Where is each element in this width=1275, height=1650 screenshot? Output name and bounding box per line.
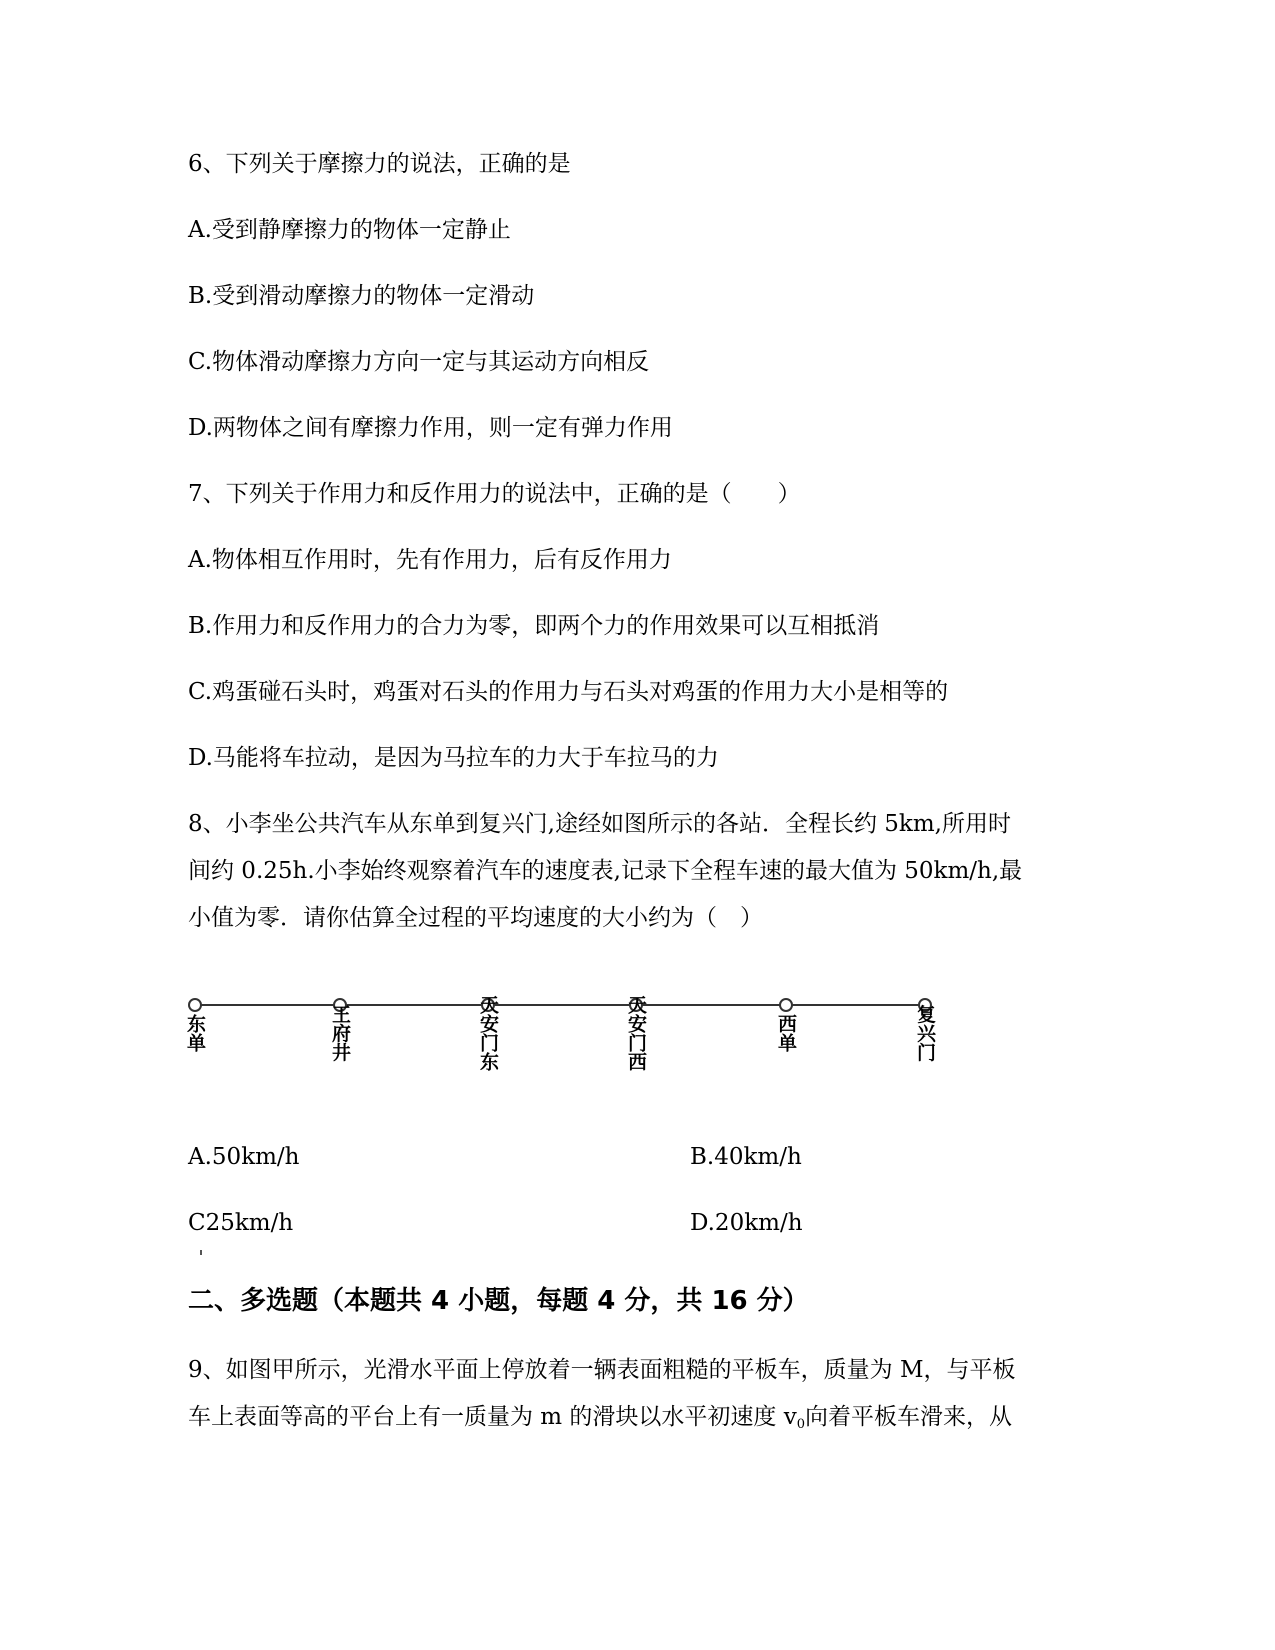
station-label: 西单 xyxy=(775,1014,797,1052)
station-label: 王府井 xyxy=(329,1004,351,1062)
station-wangfujing xyxy=(329,999,351,1062)
q6-option-d: D.两物体之间有摩擦力作用，则一定有弹力作用 xyxy=(188,415,673,441)
station-label: 复兴门 xyxy=(914,1004,936,1062)
q8-option-a: A.50km/h xyxy=(188,1144,300,1170)
q7-option-b: B.作用力和反作用力的合力为零，即两个力的作用效果可以互相抵消 xyxy=(188,613,880,639)
q9-line-2 xyxy=(188,1402,1012,1440)
q9-line-2-part-b: 向着平板车滑来，从 xyxy=(805,1404,1013,1430)
bus-route-diagram xyxy=(180,995,960,1115)
q8-option-b: B.40km/h xyxy=(690,1144,802,1170)
station-tiananmen-west xyxy=(625,995,647,1071)
station-fuxingmen xyxy=(914,999,936,1062)
station-tiananmen-east xyxy=(477,995,499,1071)
q8-stem-line-1: 8、小李坐公共汽车从东单到复兴门,途经如图所示的各站．全程长约 5km,所用时 xyxy=(188,811,1011,837)
station-label: 东单 xyxy=(184,1014,206,1052)
v0-subscript: 0 xyxy=(796,1417,806,1432)
q7-option-a: A.物体相互作用时，先有作用力，后有反作用力 xyxy=(188,547,672,573)
q7-option-c: C.鸡蛋碰石头时，鸡蛋对石头的作用力与石头对鸡蛋的作用力大小是相等的 xyxy=(188,679,949,705)
station-xidan xyxy=(775,999,797,1053)
q6-stem: 6、下列关于摩擦力的说法，正确的是 xyxy=(188,151,571,177)
station-label: 天安门东 xyxy=(477,995,499,1071)
q8-option-d: D.20km/h xyxy=(690,1210,803,1236)
stray-mark xyxy=(200,1250,202,1255)
q6-option-a: A.受到静摩擦力的物体一定静止 xyxy=(188,217,511,243)
station-label: 天安门西 xyxy=(625,995,647,1071)
station-east-dan xyxy=(184,999,206,1053)
q7-option-d: D.马能将车拉动，是因为马拉车的力大于车拉马的力 xyxy=(188,745,719,771)
q9-line-2-part-a: 车上表面等高的平台上有一质量为 m 的滑块以水平初速度 v xyxy=(188,1404,797,1430)
q6-option-b: B.受到滑动摩擦力的物体一定滑动 xyxy=(188,283,535,309)
q6-option-c: C.物体滑动摩擦力方向一定与其运动方向相反 xyxy=(188,349,650,375)
q7-stem: 7、下列关于作用力和反作用力的说法中，正确的是（ ） xyxy=(188,481,801,507)
q8-option-c: C25km/h xyxy=(188,1210,294,1236)
q9-line-1: 9、如图甲所示，光滑水平面上停放着一辆表面粗糙的平板车，质量为 M，与平板 xyxy=(188,1357,1016,1383)
q8-stem-line-2: 间约 0.25h.小李始终观察着汽车的速度表,记录下全程车速的最大值为 50km/h,最 xyxy=(188,858,1023,884)
section-heading: 二、多选题（本题共 4 小题，每题 4 分，共 16 分） xyxy=(188,1286,809,1316)
q8-stem-line-3: 小值为零．请你估算全过程的平均速度的大小约为（ ） xyxy=(188,905,763,931)
